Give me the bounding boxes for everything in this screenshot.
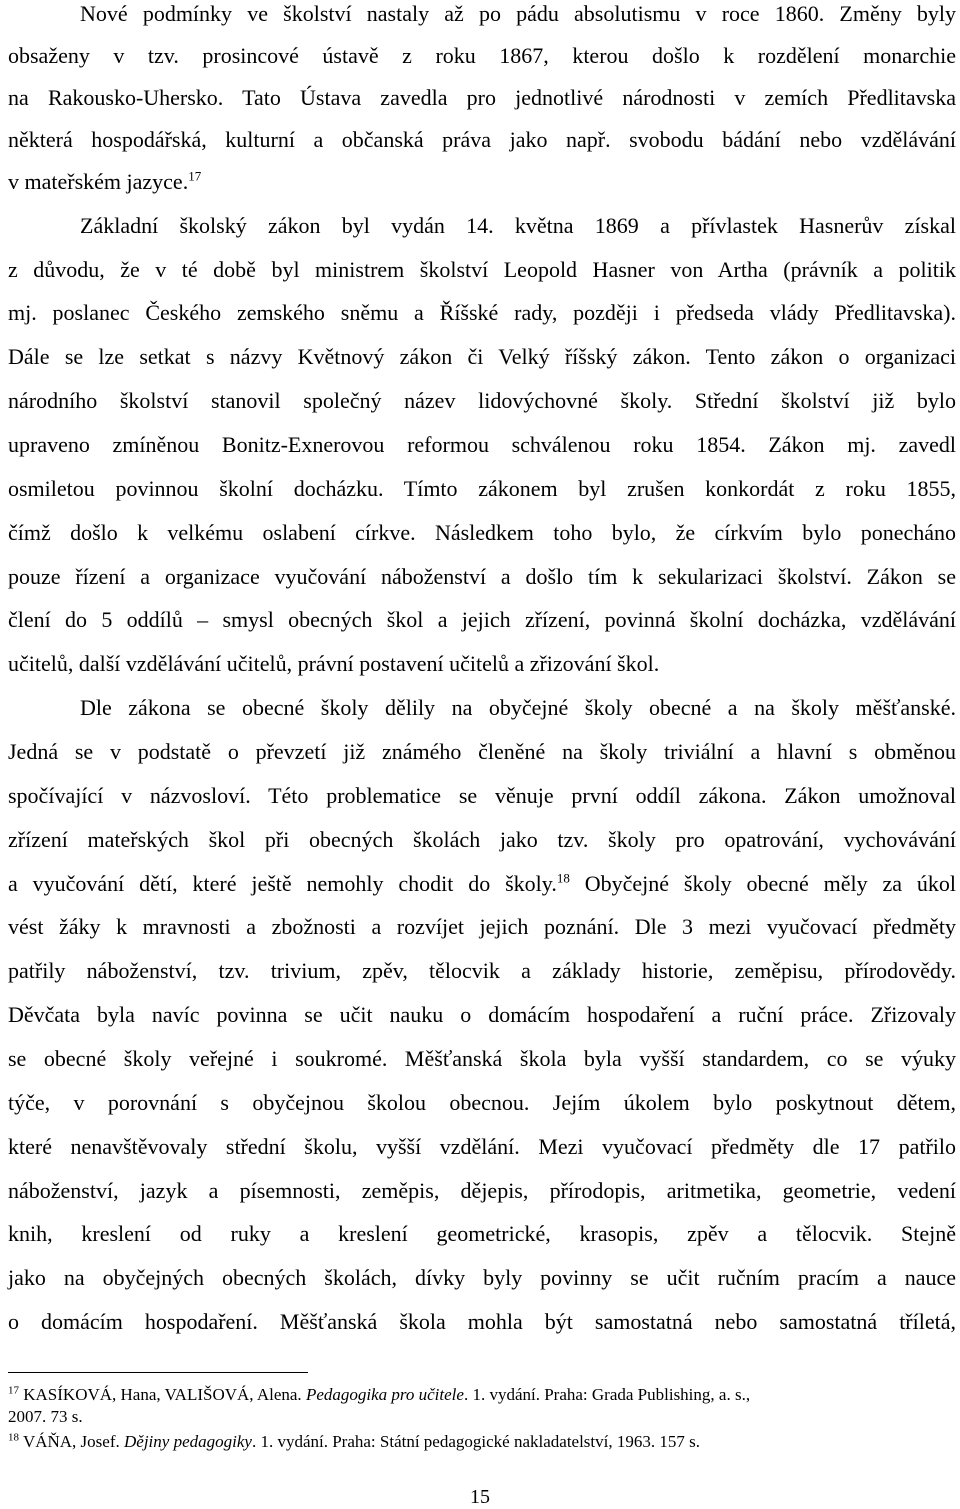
text-line: patřily náboženství, tzv. trivium, zpěv, tělocvik a základy historie, zeměpisu, přírodovědy. — [8, 958, 956, 983]
footnote-author: VÁŇA, Josef. — [22, 1432, 120, 1451]
text-line: Základní školský zákon byl vydán 14. května 1869 a přívlastek Hasnerův získal — [80, 213, 956, 238]
footnote-rest: . 1. vydání. Praha: Státní pedagogické nakladatelství, 1963. 157 s. — [251, 1432, 700, 1451]
text-line: vést žáky k mravnosti a zbožnosti a rozvíjet jejich poznání. Dle 3 mezi vyučovací předměty — [8, 914, 956, 939]
footnote-title: Pedagogika pro učitele — [305, 1385, 464, 1404]
text-line: týče, v porovnání s obyčejnou školou obecnou. Jejím úkolem bylo poskytnout dětem, — [8, 1090, 956, 1115]
text-line: zřízení mateřských škol při obecných školách jako tzv. školy pro opatrování, vychovávání — [8, 827, 956, 852]
footnote-number: 17 — [8, 1384, 19, 1397]
footnote-rest: . 1. vydání. Praha: Grada Publishing, a. s., — [463, 1385, 751, 1404]
text-line — [8, 168, 956, 196]
text-line: knih, kreslení od ruky a kreslení geometrické, krasopis, zpěv a tělocvik. Stejně — [8, 1221, 956, 1246]
text-line: náboženství, jazyk a písemnosti, zeměpis, dějepis, přírodopis, aritmetika, geometrie, vedení — [8, 1178, 956, 1203]
text-line: čímž došlo k velkému oslabení církve. Následkem toho bylo, že církvím bylo ponecháno — [8, 520, 956, 545]
footnote-author: KASÍKOVÁ, Hana, VALIŠOVÁ, Alena. — [23, 1385, 302, 1404]
text-line: pouze řízení a organizace vyučování náboženství a došlo tím k sekularizaci školství. Zákon se — [8, 564, 956, 589]
footnote-separator — [8, 1372, 308, 1373]
text-line: spočívající v názvosloví. Této problematice se věnuje první oddíl zákona. Zákon umožnoval — [8, 783, 956, 808]
footnote-ref: 17 — [188, 168, 202, 184]
text-line: Dle zákona se obecné školy dělily na obyčejné školy obecné a na školy měšťanské. — [80, 695, 956, 720]
footnote-17 — [8, 1384, 956, 1406]
text-line: upraveno zmíněnou Bonitz-Exnerovou reformou schválenou roku 1854. Zákon mj. zavedl — [8, 432, 956, 457]
text-line: jako na obyčejných obecných školách, dívky byly povinny se učit ručním pracím a nauce — [8, 1265, 956, 1290]
text-line: se obecné školy veřejné i soukromé. Měšťanská škola byla vyšší standardem, co se výuky — [8, 1046, 956, 1071]
text-line: Děvčata byla navíc povinna se učit nauku o domácím hospodaření a ruční práce. Zřizovaly — [8, 1002, 956, 1027]
text-line: Nové podmínky ve školství nastaly až po pádu absolutismu v roce 1860. Změny byly — [80, 1, 956, 26]
footnote-ref: 18 — [556, 870, 570, 886]
text-line: Jedná se v podstatě o převzetí již známého členěné na školy triviální a hlavní s obměnou — [8, 739, 956, 764]
text-fragment: které nenavštěvovaly střední školu, vyšší vzdělání. Mezi vyučovací předměty dle — [8, 1134, 840, 1159]
footnote-number: 18 — [8, 1431, 19, 1444]
page-number: 15 — [470, 1486, 490, 1508]
text-line: Dále se lze setkat s názvy Květnový zákon či Velký říšský zákon. Tento zákon o organizaci — [8, 344, 956, 369]
text-line — [8, 870, 956, 898]
footnote-18 — [8, 1431, 956, 1453]
text-line: osmiletou povinnou školní docházku. Tímto zákonem byl zrušen konkordát z roku 1855, — [8, 476, 956, 501]
footnote-title: Dějiny pedagogiky — [124, 1432, 252, 1451]
text-line: učitelů, další vzdělávání učitelů, právní postavení učitelů a zřizování škol. — [8, 651, 660, 676]
text-fragment: Obyčejné školy obecné měly za úkol — [584, 871, 956, 896]
text-line — [8, 1133, 956, 1161]
footnote-17-continued: 2007. 73 s. — [8, 1407, 83, 1426]
text-line: obsaženy v tzv. prosincové ústavě z roku 1867, kterou došlo k rozdělení monarchie — [8, 43, 956, 68]
text-line: národního školství stanovil společný název lidovýchovné školy. Střední školství již bylo — [8, 388, 956, 413]
text-line: některá hospodářská, kulturní a občanská práva jako např. svobodu bádání nebo vzdělávání — [8, 127, 956, 152]
text-line: člení do 5 oddílů – smysl obecných škol a jejich zřízení, povinná školní docházka, vzdělávání — [8, 607, 956, 632]
text-fragment: v mateřském jazyce. — [8, 169, 189, 194]
text-line: o domácím hospodaření. Měšťanská škola mohla být samostatná nebo samostatná tříletá, — [8, 1309, 956, 1334]
text-fragment: 17 patřilo — [858, 1134, 957, 1159]
text-line: na Rakousko-Uhersko. Tato Ústava zavedla pro jednotlivé národnosti v zemích Předlitavska — [8, 85, 956, 110]
text-fragment: a vyučování dětí, které ještě nemohly chodit do školy. — [8, 871, 557, 896]
text-line: z důvodu, že v té době byl ministrem školství Leopold Hasner von Artha (právník a politik — [8, 257, 956, 282]
text-line: mj. poslanec Českého zemského sněmu a Říšské rady, později i předseda vlády Předlitavska). — [8, 300, 956, 325]
